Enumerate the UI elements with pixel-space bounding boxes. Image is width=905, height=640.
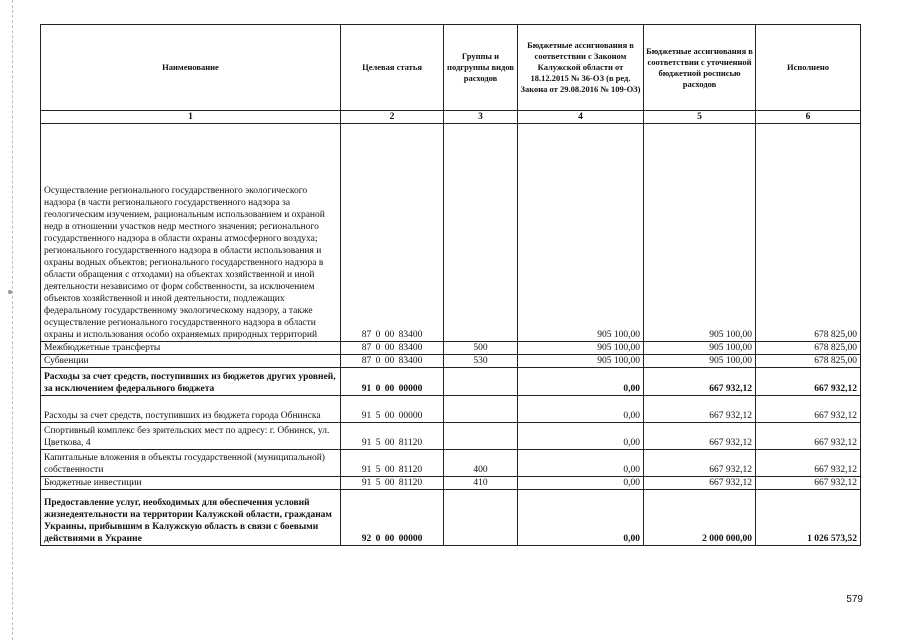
header-target-article: Целевая статья (341, 25, 444, 111)
table-header-row (41, 25, 861, 111)
table-row (41, 396, 861, 423)
row-expense-group (444, 396, 518, 423)
row-executed-amount: 678 825,00 (756, 342, 861, 355)
page-number: 579 (846, 594, 863, 605)
row-target-article: 87 0 00 83400 (341, 355, 444, 368)
row-executed-amount: 678 825,00 (756, 355, 861, 368)
row-refined-amount: 667 932,12 (644, 450, 756, 477)
row-name: Капитальные вложения в объекты государственной (муниципальной) собственности (41, 450, 341, 477)
row-law-amount: 0,00 (518, 368, 644, 396)
row-refined-amount: 2 000 000,00 (644, 490, 756, 546)
row-target-article: 91 5 00 00000 (341, 396, 444, 423)
table-row (41, 490, 861, 546)
row-target-article: 92 0 00 00000 (341, 490, 444, 546)
row-target-article: 87 0 00 83400 (341, 124, 444, 342)
column-number: 6 (756, 111, 861, 124)
row-name: Расходы за счет средств, поступивших из бюджета города Обнинска (41, 396, 341, 423)
row-expense-group (444, 490, 518, 546)
row-executed-amount: 667 932,12 (756, 368, 861, 396)
column-number: 3 (444, 111, 518, 124)
row-law-amount: 905 100,00 (518, 124, 644, 342)
row-refined-amount: 905 100,00 (644, 124, 756, 342)
row-law-amount: 0,00 (518, 450, 644, 477)
header-expense-groups: Группы и подгруппы видов расходов (444, 25, 518, 111)
row-target-article: 91 5 00 81120 (341, 477, 444, 490)
row-executed-amount: 1 026 573,52 (756, 490, 861, 546)
row-name: Субвенции (41, 355, 341, 368)
column-number: 5 (644, 111, 756, 124)
row-name: Спортивный комплекс без зрительских мест по адресу: г. Обнинск, ул. Цветкова, 4 (41, 423, 341, 450)
row-refined-amount: 905 100,00 (644, 355, 756, 368)
row-target-article: 91 5 00 81120 (341, 450, 444, 477)
row-name: Предоставление услуг, необходимых для обеспечения условий жизнедеятельности на территории Калужской области, гражданам Украины, прибывшим в Калужскую область в связи с боевыми действиями в Украине (41, 490, 341, 546)
row-refined-amount: 667 932,12 (644, 368, 756, 396)
header-executed: Исполнено (756, 25, 861, 111)
row-name: Межбюджетные трансферты (41, 342, 341, 355)
row-law-amount: 0,00 (518, 396, 644, 423)
budget-execution-table (40, 24, 861, 546)
row-expense-group (444, 368, 518, 396)
table-row (41, 368, 861, 396)
row-expense-group: 530 (444, 355, 518, 368)
row-refined-amount: 667 932,12 (644, 477, 756, 490)
header-refined-appropriations: Бюджетные ассигнования в соответствии с уточненной бюджетной росписью расходов (644, 25, 756, 111)
row-name: Бюджетные инвестиции (41, 477, 341, 490)
row-target-article: 87 0 00 83400 (341, 342, 444, 355)
column-number: 4 (518, 111, 644, 124)
row-executed-amount: 667 932,12 (756, 396, 861, 423)
binding-margin-line (12, 0, 13, 640)
table-row (41, 477, 861, 490)
column-number: 2 (341, 111, 444, 124)
row-executed-amount: 667 932,12 (756, 423, 861, 450)
row-law-amount: 0,00 (518, 490, 644, 546)
row-law-amount: 905 100,00 (518, 355, 644, 368)
column-number: 1 (41, 111, 341, 124)
table-row (41, 124, 861, 342)
row-expense-group: 400 (444, 450, 518, 477)
row-refined-amount: 667 932,12 (644, 396, 756, 423)
row-expense-group: 500 (444, 342, 518, 355)
row-name: Расходы за счет средств, поступивших из бюджетов других уровней, за исключением федерального бюджета (41, 368, 341, 396)
row-refined-amount: 667 932,12 (644, 423, 756, 450)
table-row (41, 450, 861, 477)
row-executed-amount: 678 825,00 (756, 124, 861, 342)
table-row (41, 342, 861, 355)
row-name: Осуществление регионального государственного экологического надзора (в части регионального государственного надзора за геологическим изучением, рациональным использованием и охраной недр в отношении участков недр местного значения; регионального государственного надзора в области охраны атмосферного воздуха; регионального государственного надзора в области использования и охраны водных объектов; регионального государственного надзора в области обращения с отходами) на объектах хозяйственной и иной деятельности независимо от форм собственности, за исключением объектов хозяйственной и иной деятельности, подлежащих федеральному государственному экологическому надзору, а также осуществление регионального государственного надзора в области охраны и использования особо охраняемых природных территорий (41, 124, 341, 342)
header-law-appropriations: Бюджетные ассигнования в соответствии с Законом Калужской области от 18.12.2015 № 36-ОЗ (в ред. Закона от 29.08.2016 № 109-ОЗ) (518, 25, 644, 111)
row-target-article: 91 5 00 81120 (341, 423, 444, 450)
table-row (41, 423, 861, 450)
row-law-amount: 0,00 (518, 423, 644, 450)
punch-hole-mark (8, 290, 12, 294)
header-name: Наименование (41, 25, 341, 111)
row-refined-amount: 905 100,00 (644, 342, 756, 355)
row-law-amount: 905 100,00 (518, 342, 644, 355)
table-row (41, 355, 861, 368)
row-expense-group: 410 (444, 477, 518, 490)
row-executed-amount: 667 932,12 (756, 450, 861, 477)
row-expense-group (444, 423, 518, 450)
row-target-article: 91 0 00 00000 (341, 368, 444, 396)
column-number-row (41, 111, 861, 124)
row-law-amount: 0,00 (518, 477, 644, 490)
row-executed-amount: 667 932,12 (756, 477, 861, 490)
row-expense-group (444, 124, 518, 342)
